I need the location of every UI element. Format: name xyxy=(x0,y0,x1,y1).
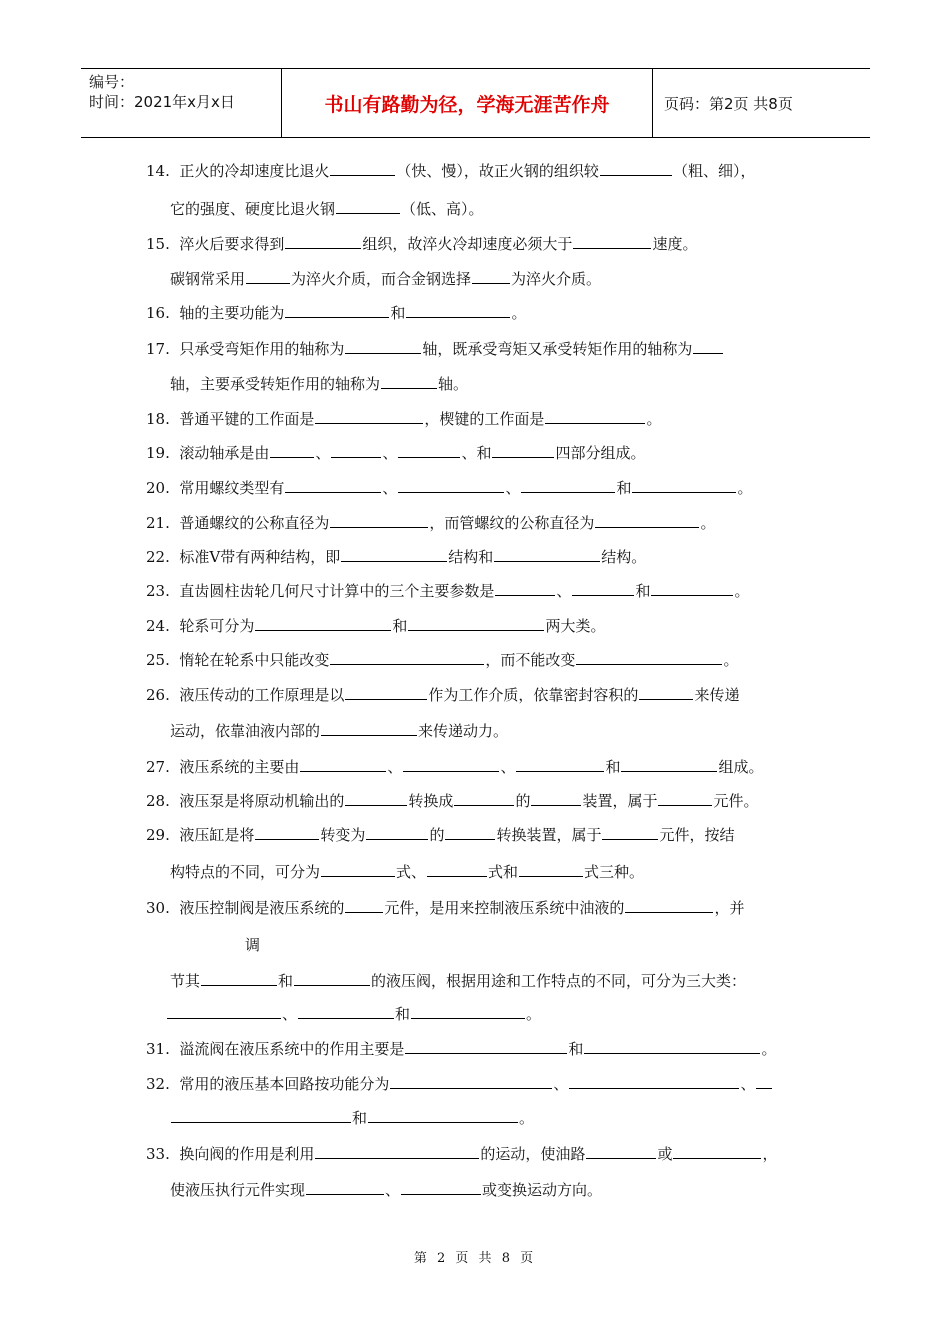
blank[interactable] xyxy=(406,303,510,318)
blank[interactable] xyxy=(632,478,736,493)
blank[interactable] xyxy=(651,581,733,596)
blank[interactable] xyxy=(756,1074,772,1089)
blank[interactable] xyxy=(545,409,645,424)
blank[interactable] xyxy=(572,581,634,596)
blank[interactable] xyxy=(639,685,693,700)
blank[interactable] xyxy=(586,1144,656,1159)
blank[interactable] xyxy=(330,650,484,665)
blank[interactable] xyxy=(401,1180,481,1195)
blank[interactable] xyxy=(321,721,417,736)
blank[interactable] xyxy=(298,1004,394,1019)
question-30: 30. 液压控制阀是液压系统的 元件，是用来控制液压系统中油液的 ，并 xyxy=(146,899,745,917)
blank[interactable] xyxy=(285,303,389,318)
blank[interactable] xyxy=(492,443,554,458)
blank[interactable] xyxy=(445,825,495,840)
question-24: 24. 轮系可分为 和 两大类。 xyxy=(146,617,606,635)
blank[interactable] xyxy=(576,650,722,665)
blank[interactable] xyxy=(521,478,615,493)
blank[interactable] xyxy=(341,547,447,562)
question-15-cont: 碳钢常采用 为淬火介质，而合金钢选择 为淬火介质。 xyxy=(170,270,602,288)
blank[interactable] xyxy=(285,234,361,249)
question-26-cont: 运动，依靠油液内部的 来传递动力。 xyxy=(170,722,509,740)
blank[interactable] xyxy=(398,478,504,493)
blank[interactable] xyxy=(621,757,717,772)
blank[interactable] xyxy=(285,478,381,493)
blank[interactable] xyxy=(345,898,383,913)
question-17: 17. 只承受弯矩作用的轴称为 轴，既承受弯矩又承受转矩作用的轴称为 xyxy=(146,339,724,359)
question-25: 25. 惰轮在轮系中只能改变 ，而不能改变 。 xyxy=(146,651,739,669)
question-23: 23. 直齿圆柱齿轮几何尺寸计算中的三个主要参数是 、 和 。 xyxy=(146,582,750,600)
blank[interactable] xyxy=(167,1004,281,1019)
motto: 书山有路勤为径，学海无涯苦作舟 xyxy=(282,69,653,137)
blank[interactable] xyxy=(246,269,290,284)
header-meta xyxy=(81,69,282,137)
question-21: 21. 普通螺纹的公称直径为 ，而管螺纹的公称直径为 。 xyxy=(146,514,716,532)
blank[interactable] xyxy=(300,757,386,772)
question-14: 14. 正火的冷却速度比退火 （快、慢），故正火钢的组织较 （粗、细）， xyxy=(146,162,756,180)
blank[interactable] xyxy=(315,1144,479,1159)
blank[interactable] xyxy=(673,1144,761,1159)
blank[interactable] xyxy=(405,1039,567,1054)
blank[interactable] xyxy=(330,513,428,528)
document-header xyxy=(81,68,870,138)
blank[interactable] xyxy=(368,1108,518,1123)
blank[interactable] xyxy=(345,339,421,354)
page-footer: 第 2 页 共 8 页 xyxy=(413,1251,537,1266)
blank[interactable] xyxy=(494,547,600,562)
blank[interactable] xyxy=(345,791,407,806)
blank[interactable] xyxy=(516,757,604,772)
blank[interactable] xyxy=(408,616,544,631)
question-30-wrap: 调 xyxy=(245,936,261,954)
question-26: 26. 液压传动的工作原理是以 作为工作介质，依靠密封容积的 来传递 xyxy=(146,686,740,704)
question-15: 15. 淬火后要求得到 组织，故淬火冷却速度必须大于 速度。 xyxy=(146,235,698,253)
question-27: 27. 液压系统的主要由 、 、 和 组成。 xyxy=(146,758,764,776)
blank[interactable] xyxy=(569,1074,739,1089)
question-16: 16. 轴的主要功能为 和 。 xyxy=(146,304,527,322)
blank[interactable] xyxy=(472,269,510,284)
blank[interactable] xyxy=(306,1180,384,1195)
blank[interactable] xyxy=(294,971,370,986)
code-label: 编号： xyxy=(89,73,135,91)
question-30-blanks: 、 和 。 xyxy=(166,1004,541,1024)
question-29: 29. 液压缸是将 转变为 的 转换装置，属于 元件，按结 xyxy=(146,826,735,844)
blank[interactable] xyxy=(366,825,428,840)
page-label: 页码：第2页 共8页 xyxy=(664,94,793,113)
blank[interactable] xyxy=(531,791,581,806)
question-33: 33. 换向阀的作用是利用 的运动，使油路 或 ， xyxy=(146,1145,778,1163)
blank[interactable] xyxy=(390,1074,552,1089)
blank[interactable] xyxy=(595,513,699,528)
blank[interactable] xyxy=(403,757,499,772)
question-31: 31. 溢流阀在液压系统中的作用主要是 和 。 xyxy=(146,1040,777,1058)
blank[interactable] xyxy=(255,825,319,840)
blank[interactable] xyxy=(201,971,277,986)
blank[interactable] xyxy=(600,161,672,176)
blank[interactable] xyxy=(454,791,514,806)
blank[interactable] xyxy=(427,862,487,877)
blank[interactable] xyxy=(519,862,583,877)
question-18: 18. 普通平键的工作面是 ，楔键的工作面是 。 xyxy=(146,410,662,428)
blank[interactable] xyxy=(693,339,723,354)
blank[interactable] xyxy=(321,862,395,877)
blank[interactable] xyxy=(411,1004,525,1019)
blank[interactable] xyxy=(330,161,395,176)
blank[interactable] xyxy=(381,374,437,389)
blank[interactable] xyxy=(255,616,391,631)
blank[interactable] xyxy=(573,234,651,249)
blank[interactable] xyxy=(270,443,314,458)
blank[interactable] xyxy=(625,898,713,913)
question-29-cont: 构特点的不同，可分为 式、 式和 式三种。 xyxy=(170,863,645,881)
blank[interactable] xyxy=(495,581,555,596)
date-label: 时间：2021年x月x日 xyxy=(89,93,235,111)
question-32: 32. 常用的液压基本回路按功能分为 、 、 xyxy=(146,1074,773,1094)
question-19: 19. 滚动轴承是由 、 、 、和 四部分组成。 xyxy=(146,444,646,462)
question-22: 22. 标准V带有两种结构，即 结构和 结构。 xyxy=(146,548,647,566)
blank[interactable] xyxy=(658,791,712,806)
blank[interactable] xyxy=(345,685,427,700)
blank[interactable] xyxy=(336,199,400,214)
blank[interactable] xyxy=(315,409,423,424)
blank[interactable] xyxy=(602,825,658,840)
blank[interactable] xyxy=(331,443,381,458)
blank[interactable] xyxy=(171,1108,351,1123)
blank[interactable] xyxy=(584,1039,760,1054)
question-33-cont: 使液压执行元件实现 、 或变换运动方向。 xyxy=(170,1181,603,1199)
question-14-cont: 它的强度、硬度比退火钢 （低、高）。 xyxy=(170,200,484,218)
question-28: 28. 液压泵是将原动机输出的 转换成 的 装置，属于 元件。 xyxy=(146,792,759,810)
question-30-cont: 节其 和 的液压阀，根据用途和工作特点的不同，可分为三大类： xyxy=(170,972,747,990)
question-17-cont: 轴，主要承受转矩作用的轴称为 轴。 xyxy=(170,375,469,393)
blank[interactable] xyxy=(398,443,460,458)
question-32-cont: 和 。 xyxy=(170,1108,534,1128)
question-20: 20. 常用螺纹类型有 、 、 和 。 xyxy=(146,479,753,497)
